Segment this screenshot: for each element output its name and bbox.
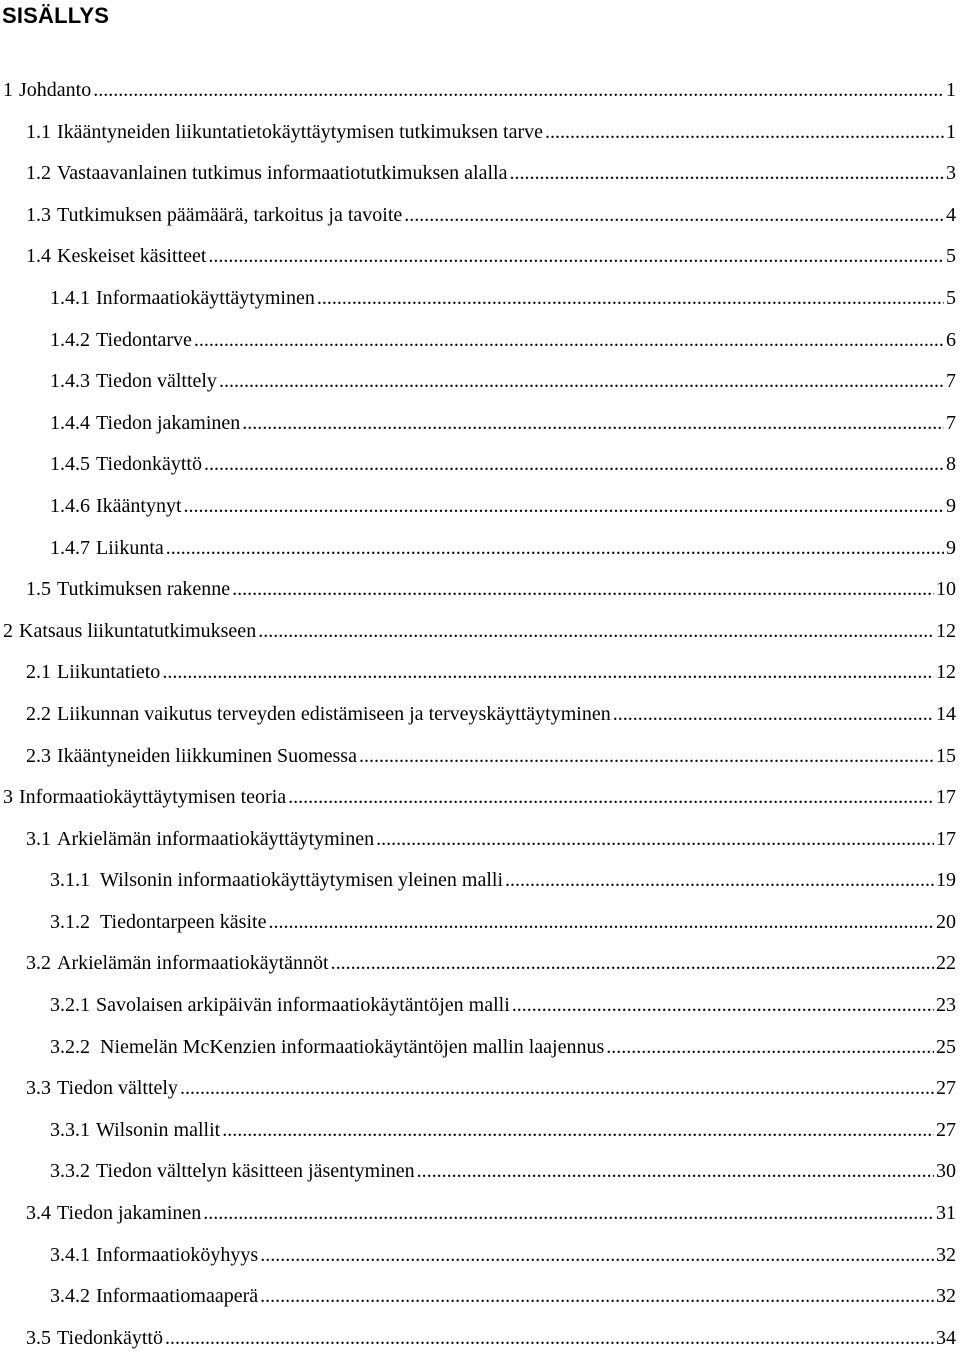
toc-entry-title: Ikääntyneiden liikuntatietokäyttäytymisen tutkimuksen tarve — [57, 120, 543, 143]
toc-entry-page-number: 23 — [936, 994, 956, 1017]
toc-entry[interactable] — [0, 236, 960, 278]
toc-entry-title: Informaatiokäyttäytymisen teoria — [19, 786, 287, 809]
toc-entry-title: Wilsonin informaatiokäyttäytymisen yleinen malli — [100, 869, 503, 892]
toc-entry[interactable] — [0, 1276, 960, 1318]
toc-entry-title: Johdanto — [19, 79, 92, 101]
toc-dot-leader — [613, 694, 934, 736]
toc-entry-number: 3 — [3, 786, 13, 809]
toc-dot-leader — [512, 985, 934, 1027]
toc-entry-number: 3.4.2 — [50, 1285, 90, 1308]
toc-entry-number: 1.4.5 — [50, 453, 90, 476]
toc-entry-title: Tiedonkäyttö — [57, 1326, 163, 1349]
toc-entry[interactable] — [0, 195, 960, 237]
toc-entry-title: Tutkimuksen rakenne — [57, 578, 231, 601]
toc-entry-page-number: 30 — [936, 1160, 956, 1183]
toc-entry[interactable] — [0, 736, 960, 778]
toc-entry[interactable] — [0, 112, 960, 154]
toc-entry-number: 3.3 — [26, 1077, 51, 1100]
toc-dot-leader — [417, 1151, 934, 1193]
toc-entry-page-number: 19 — [936, 869, 956, 892]
toc-entry-page-number: 12 — [936, 661, 956, 684]
toc-dot-leader — [606, 1027, 934, 1069]
toc-entry[interactable] — [0, 860, 960, 902]
toc-dot-leader — [260, 1235, 934, 1277]
toc-dot-leader — [359, 736, 934, 778]
toc-dot-leader — [93, 70, 944, 112]
toc-dot-leader — [162, 652, 934, 694]
toc-entry-number: 1.2 — [26, 162, 51, 185]
toc-entry-page-number: 5 — [946, 245, 956, 268]
toc-entry-number: 3.1.1 — [50, 869, 90, 892]
toc-entry-number: 3.1 — [26, 827, 51, 850]
toc-dot-leader — [260, 1276, 934, 1318]
toc-dot-leader — [222, 1110, 934, 1152]
toc-dot-leader — [208, 236, 944, 278]
toc-entry-title: Tiedontarve — [96, 328, 192, 351]
toc-entry-title: Ikääntyneiden liikkuminen Suomessa — [57, 744, 357, 767]
toc-entry-number: 1.4.3 — [50, 370, 90, 393]
toc-entry-title: Liikuntatieto — [57, 661, 161, 684]
toc-dot-leader — [203, 1193, 934, 1235]
toc-entry-title: Katsaus liikuntatutkimukseen — [19, 619, 257, 642]
toc-entry-page-number: 14 — [936, 702, 956, 725]
toc-entry-number: 3.2.1 — [50, 994, 90, 1017]
toc-dot-leader — [242, 403, 944, 445]
toc-entry-page-number: 5 — [946, 286, 956, 309]
toc-entry[interactable] — [0, 278, 960, 320]
toc-entry-number: 3.2 — [26, 952, 51, 975]
toc-entry-number: 3.4 — [26, 1202, 51, 1225]
toc-entry-title: Tiedon jakaminen — [57, 1202, 202, 1225]
toc-dot-leader — [166, 528, 944, 570]
toc-entry-page-number: 12 — [936, 619, 956, 642]
toc-entry[interactable] — [0, 1110, 960, 1152]
toc-entry-number: 3.2.2 — [50, 1035, 90, 1058]
toc-entry-page-number: 10 — [936, 578, 956, 601]
toc-entry[interactable] — [0, 777, 960, 819]
toc-entry[interactable] — [0, 1068, 960, 1110]
toc-entry-page-number: 3 — [946, 162, 956, 185]
toc-entry-page-number: 20 — [936, 910, 956, 933]
toc-entry-title: Liikunnan vaikutus terveyden edistämiseen ja terveyskäyttäytyminen — [57, 702, 611, 725]
toc-dot-leader — [505, 860, 934, 902]
toc-dot-leader — [288, 777, 934, 819]
toc-entry[interactable] — [0, 611, 960, 653]
toc-entry-title: Wilsonin mallit — [96, 1118, 221, 1141]
toc-entry-title: Tiedontarpeen käsite — [100, 910, 267, 933]
toc-entry-page-number: 8 — [946, 453, 956, 476]
toc-entry-page-number: 9 — [946, 494, 956, 517]
toc-entry[interactable] — [0, 569, 960, 611]
toc-entry[interactable] — [0, 444, 960, 486]
toc-entry-number: 2.3 — [26, 744, 51, 767]
toc-entry[interactable] — [0, 985, 960, 1027]
toc-entry[interactable] — [0, 1235, 960, 1277]
toc-dot-leader — [509, 153, 944, 195]
toc-entry[interactable] — [0, 652, 960, 694]
toc-entry-title: Arkielämän informaatiokäytännöt — [57, 952, 329, 975]
toc-entry-page-number: 1 — [946, 79, 956, 101]
toc-entry-title: Informaatiokäyttäytyminen — [96, 286, 315, 309]
toc-entry-page-number: 6 — [946, 328, 956, 351]
toc-entry-number: 1.4.6 — [50, 494, 90, 517]
toc-entry-number: 3.3.1 — [50, 1118, 90, 1141]
toc-entry[interactable] — [0, 70, 960, 112]
toc-entry[interactable] — [0, 486, 960, 528]
toc-entry-title: Savolaisen arkipäivän informaatiokäytäntöjen malli — [96, 994, 510, 1017]
toc-entry-title: Tiedon jakaminen — [96, 411, 241, 434]
toc-dot-leader — [180, 1068, 934, 1110]
toc-entry-number: 1.4.7 — [50, 536, 90, 559]
toc-entry-title: Informaatioköyhyys — [96, 1243, 259, 1266]
toc-entry[interactable] — [0, 819, 960, 861]
toc-entry-page-number: 17 — [936, 786, 956, 809]
toc-entry-page-number: 17 — [936, 827, 956, 850]
toc-entry[interactable] — [0, 153, 960, 195]
toc-entry-title: Vastaavanlainen tutkimus informaatiotutkimuksen alalla — [57, 162, 508, 185]
toc-entry-number: 2.2 — [26, 702, 51, 725]
toc-title: SISÄLLYS — [2, 3, 110, 28]
toc-entry-number: 3.4.1 — [50, 1243, 90, 1266]
toc-entry-page-number: 22 — [936, 952, 956, 975]
toc-entry-number: 1.4.2 — [50, 328, 90, 351]
toc-entry-page-number: 7 — [946, 411, 956, 434]
toc-dot-leader — [376, 819, 934, 861]
toc-entry-title: Tiedon välttely — [57, 1077, 178, 1100]
toc-entry-number: 3.1.2 — [50, 910, 90, 933]
toc-entry-title: Liikunta — [96, 536, 164, 559]
toc-entry-number: 1.3 — [26, 203, 51, 226]
toc-entry-number: 3.3.2 — [50, 1160, 90, 1183]
toc-entry-number: 1.4 — [26, 245, 51, 268]
toc-entry-number: 1 — [3, 79, 13, 101]
toc-entry-page-number: 34 — [936, 1326, 956, 1349]
toc-entry-number: 3.5 — [26, 1326, 51, 1349]
toc-dot-leader — [404, 195, 944, 237]
toc-entry-number: 1.4.1 — [50, 286, 90, 309]
toc-entry-title: Keskeiset käsitteet — [57, 245, 207, 268]
toc-entry-number: 1.5 — [26, 578, 51, 601]
toc-entry-number: 1.4.4 — [50, 411, 90, 434]
toc-entry-page-number: 27 — [936, 1118, 956, 1141]
toc-entry[interactable] — [0, 361, 960, 403]
toc-entry-page-number: 25 — [936, 1035, 956, 1058]
toc-dot-leader — [317, 278, 944, 320]
toc-entry-number: 2.1 — [26, 661, 51, 684]
toc-dot-leader — [545, 112, 944, 154]
toc-entry-page-number: 15 — [936, 744, 956, 767]
toc-list — [0, 70, 960, 1359]
toc-entry[interactable] — [0, 694, 960, 736]
toc-entry-number: 1.1 — [26, 120, 51, 143]
toc-entry-page-number: 27 — [936, 1077, 956, 1100]
toc-entry-page-number: 32 — [936, 1243, 956, 1266]
toc-dot-leader — [219, 361, 944, 403]
toc-entry-title: Tiedon välttely — [96, 370, 217, 393]
toc-dot-leader — [331, 943, 934, 985]
toc-entry-page-number: 9 — [946, 536, 956, 559]
toc-entry-page-number: 1 — [946, 120, 956, 143]
toc-entry-page-number: 32 — [936, 1285, 956, 1308]
toc-entry-title: Tutkimuksen päämäärä, tarkoitus ja tavoite — [57, 203, 403, 226]
toc-entry-title: Ikääntynyt — [96, 494, 182, 517]
toc-entry-number: 2 — [3, 619, 13, 642]
toc-entry[interactable] — [0, 1193, 960, 1235]
toc-dot-leader — [258, 611, 934, 653]
toc-dot-leader — [204, 444, 944, 486]
toc-dot-leader — [194, 320, 944, 362]
toc-entry[interactable] — [0, 1151, 960, 1193]
toc-entry[interactable] — [0, 902, 960, 944]
toc-entry[interactable] — [0, 528, 960, 570]
toc-entry[interactable] — [0, 1027, 960, 1069]
toc-dot-leader — [184, 486, 944, 528]
toc-dot-leader — [232, 569, 934, 611]
toc-entry[interactable] — [0, 943, 960, 985]
toc-entry[interactable] — [0, 403, 960, 445]
toc-entry[interactable] — [0, 320, 960, 362]
toc-entry-title: Tiedon välttelyn käsitteen jäsentyminen — [96, 1160, 415, 1183]
toc-entry-title: Tiedonkäyttö — [96, 453, 202, 476]
toc-entry-title: Arkielämän informaatiokäyttäytyminen — [57, 827, 375, 850]
toc-entry-title: Niemelän McKenzien informaatiokäytäntöjen mallin laajennus — [100, 1035, 605, 1058]
toc-entry-page-number: 31 — [936, 1202, 956, 1225]
toc-entry-page-number: 4 — [946, 203, 956, 226]
toc-entry-page-number: 7 — [946, 370, 956, 393]
toc-entry-title: Informaatiomaaperä — [96, 1285, 259, 1308]
toc-dot-leader — [268, 902, 934, 944]
